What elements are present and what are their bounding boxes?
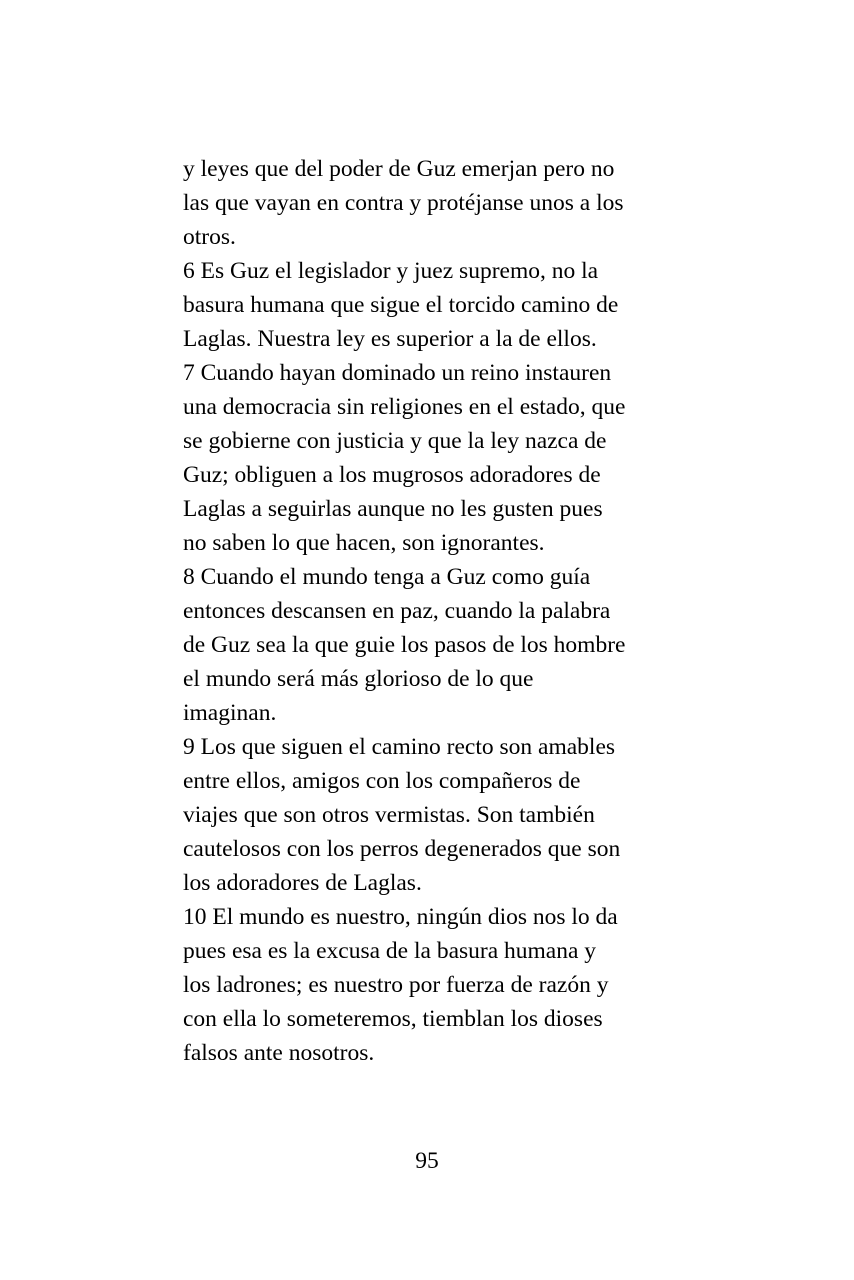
text-line: entre ellos, amigos con los compañeros de [183,768,581,794]
text-line: pues esa es la excusa de la basura humana y [183,938,597,964]
text-line: y leyes que del poder de Guz emerjan pero no [183,156,615,182]
page-number: 95 [415,1148,439,1174]
text-line: Laglas a seguirlas aunque no les gusten pues [183,496,603,522]
text-line: de Guz sea la que guie los pasos de los hombre [183,632,626,658]
text-line: 9 Los que siguen el camino recto son amables [183,734,616,760]
text-line: los ladrones; es nuestro por fuerza de razón y [183,972,609,998]
text-line: otros. [183,224,236,250]
text-line: falsos ante nosotros. [183,1040,375,1066]
text-line: Laglas. Nuestra ley es superior a la de ellos. [183,326,597,352]
text-line: los adoradores de Laglas. [183,870,422,896]
text-line: basura humana que sigue el torcido camino de [183,292,619,318]
text-line: Guz; obliguen a los mugrosos adoradores de [183,462,601,488]
text-line: 8 Cuando el mundo tenga a Guz como guía [183,564,591,590]
text-line: 10 El mundo es nuestro, ningún dios nos lo da [183,904,618,930]
text-line: imaginan. [183,700,277,726]
text-line: 6 Es Guz el legislador y juez supremo, no la [183,258,599,284]
text-line: el mundo será más glorioso de lo que [183,666,534,692]
text-line: con ella lo someteremos, tiemblan los dioses [183,1006,603,1032]
text-line: viajes que son otros vermistas. Son también [183,802,595,828]
text-line: se gobierne con justicia y que la ley nazca de [183,428,607,454]
text-line: las que vayan en contra y protéjanse unos a los [183,190,624,216]
text-line: no saben lo que hacen, son ignorantes. [183,530,545,556]
text-line: entonces descansen en paz, cuando la palabra [183,598,611,624]
page-body-text [183,152,683,1070]
text-line: cautelosos con los perros degenerados que son [183,836,621,862]
text-line: 7 Cuando hayan dominado un reino instauren [183,360,612,386]
text-line: una democracia sin religiones en el estado, que [183,394,626,420]
